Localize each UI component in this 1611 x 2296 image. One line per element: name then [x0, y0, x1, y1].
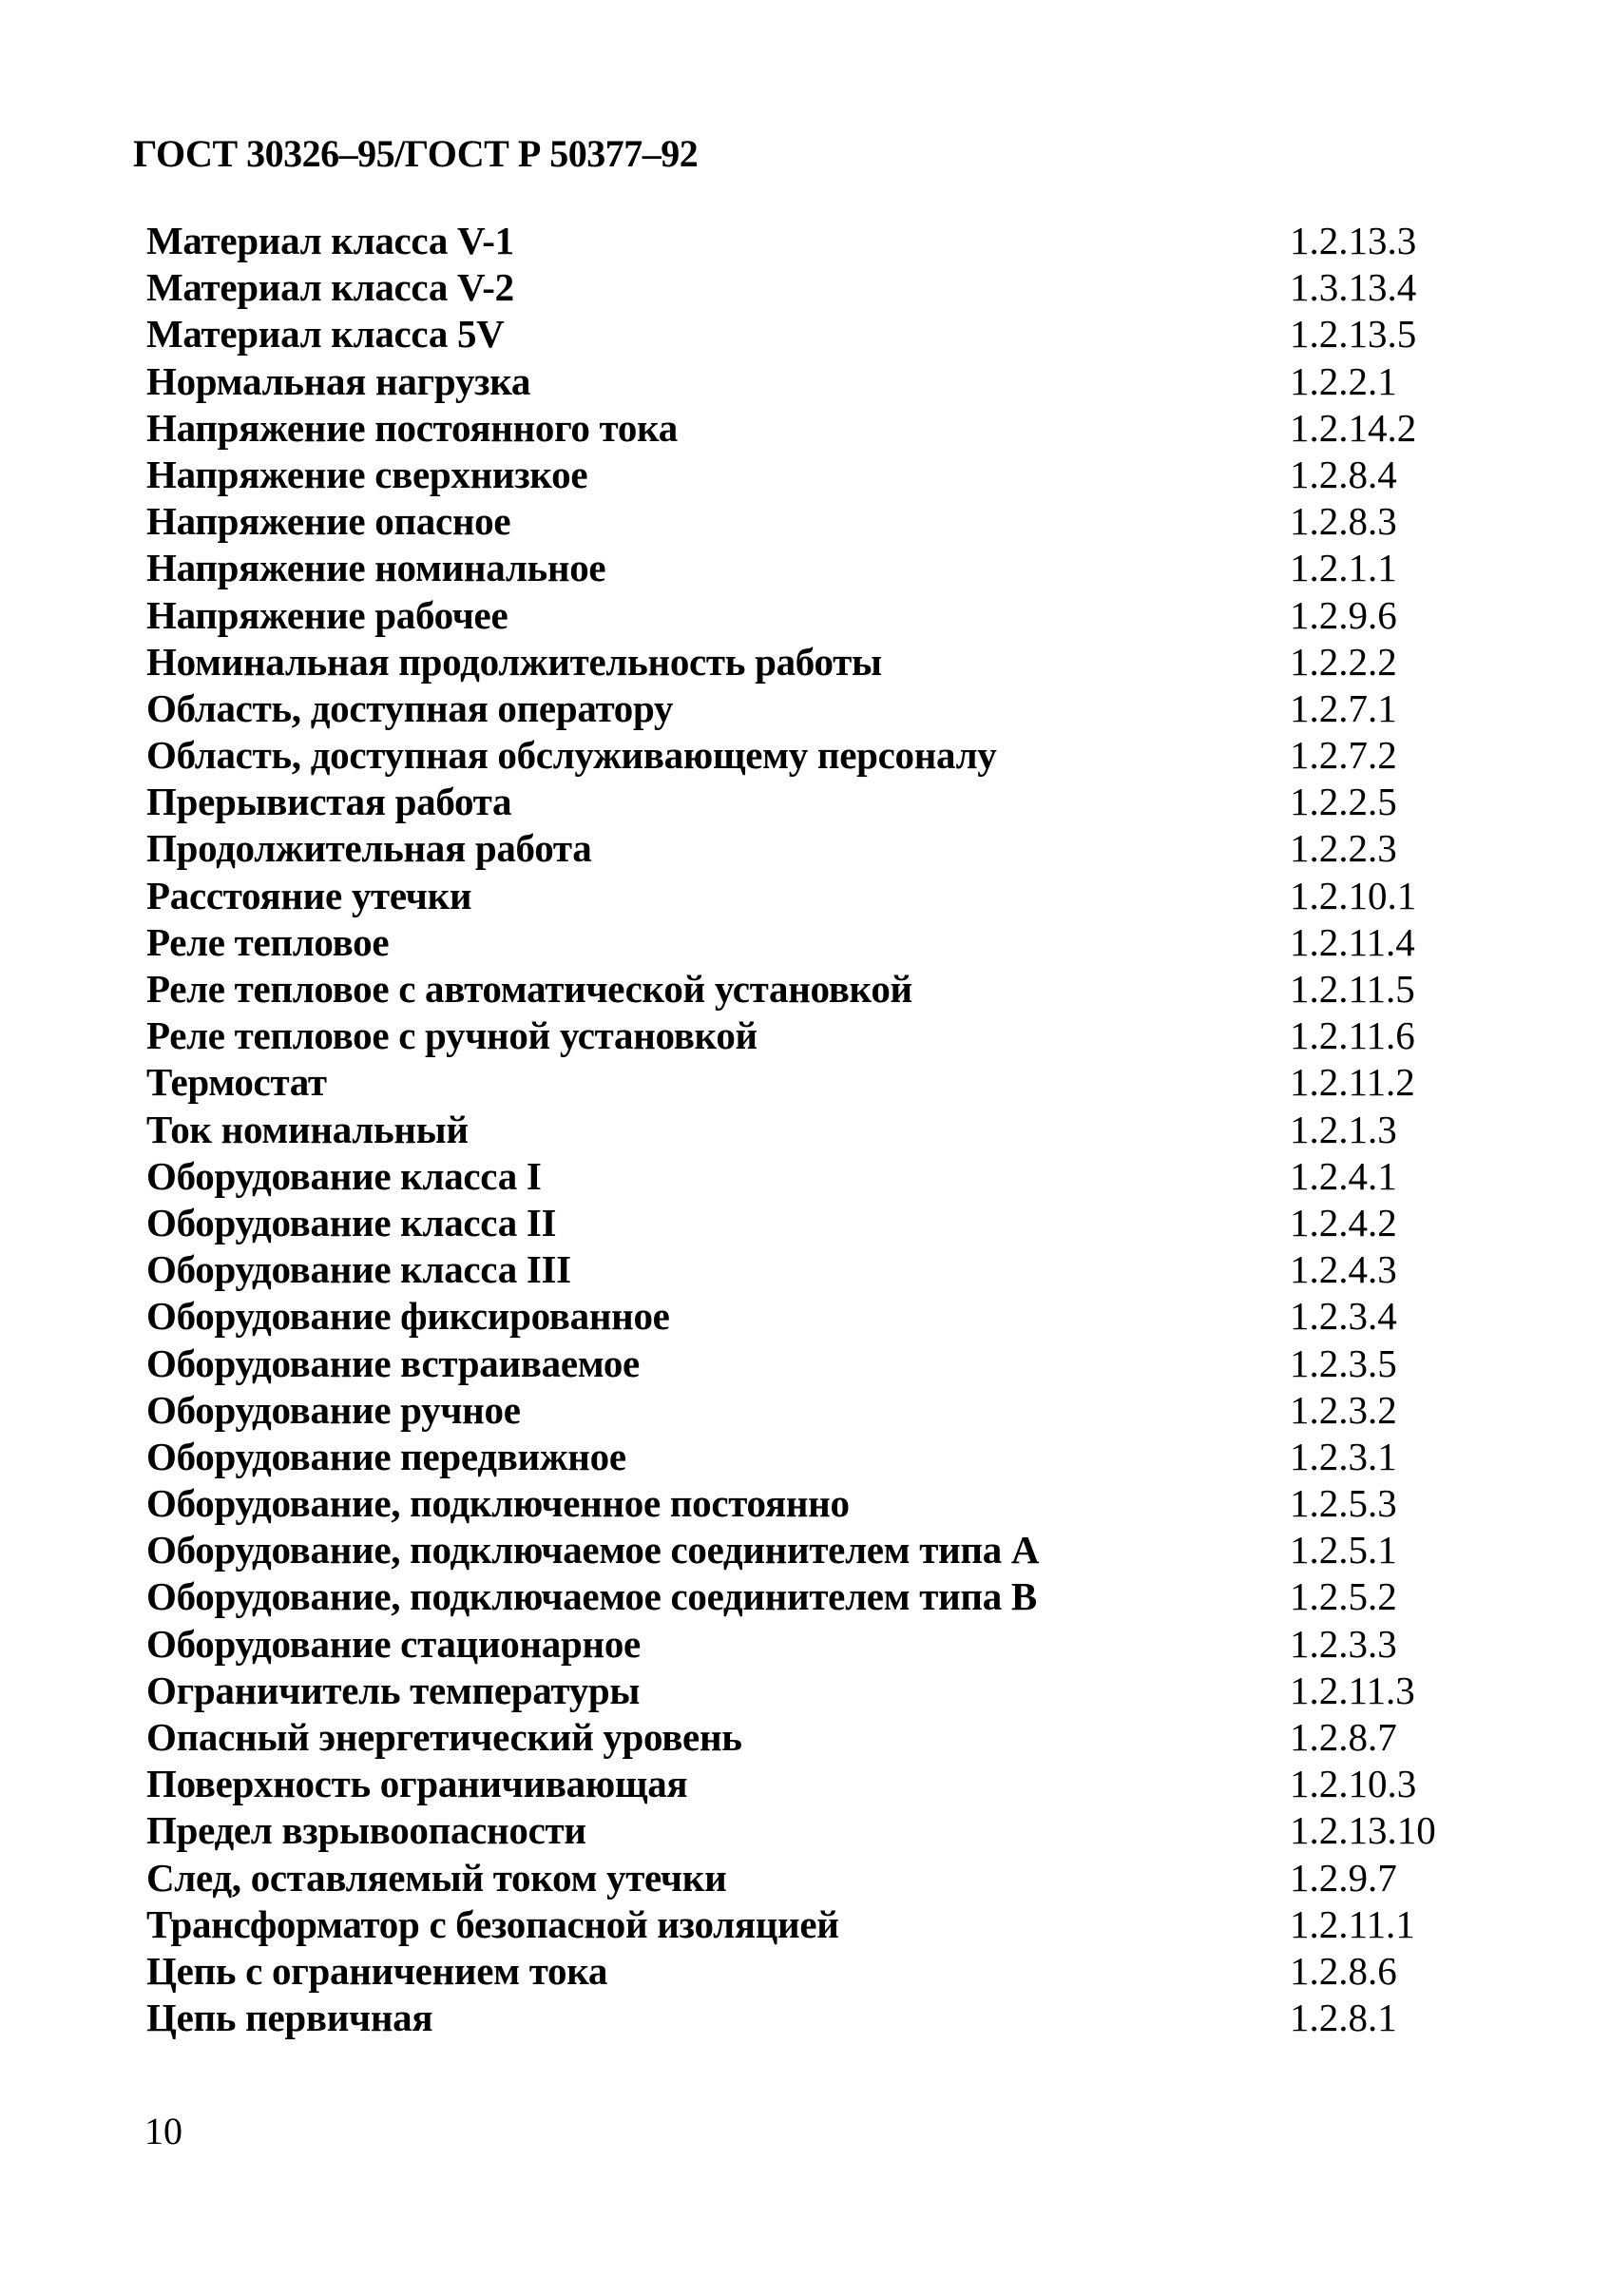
entry-section-ref: 1.2.9.7: [1290, 1855, 1397, 1900]
entry-section-ref: 1.2.10.3: [1290, 1762, 1417, 1806]
index-entry: [146, 1948, 1496, 1995]
entry-section-ref: 1.2.1.3: [1290, 1107, 1397, 1151]
entry-term: Предел взрывоопасности: [146, 1808, 586, 1853]
index-entry: [146, 1107, 1496, 1153]
entry-term: Оборудование, подключаемое соединителем типа В: [146, 1574, 1037, 1619]
entry-section-ref: 1.2.8.7: [1290, 1715, 1397, 1759]
entry-section-ref: 1.2.14.2: [1290, 405, 1417, 450]
entry-section-ref: 1.2.13.10: [1290, 1808, 1436, 1853]
entry-term: Реле тепловое с автоматической установкой: [146, 967, 912, 1011]
index-entry: [146, 1761, 1496, 1807]
entry-term: Опасный энергетический уровень: [146, 1715, 742, 1759]
index-entry: [146, 405, 1496, 452]
entry-term: Трансформатор с безопасной изоляцией: [146, 1901, 839, 1946]
entry-term: Оборудование класса I: [146, 1153, 542, 1198]
index-entry: [146, 1995, 1496, 2041]
entry-section-ref: 1.2.11.3: [1290, 1668, 1415, 1712]
entry-term: Ограничитель температуры: [146, 1668, 641, 1712]
entry-section-ref: 1.2.3.5: [1290, 1341, 1397, 1385]
index-entry: [146, 1387, 1496, 1434]
entry-term: Материал класса 5V: [146, 312, 505, 357]
entry-term: Оборудование ручное: [146, 1387, 521, 1432]
entry-section-ref: 1.2.7.1: [1290, 685, 1397, 730]
index-entry: [146, 732, 1496, 779]
entry-section-ref: 1.2.8.1: [1290, 1996, 1397, 2040]
entry-term: Продолжительная работа: [146, 826, 592, 871]
index-entry: [146, 545, 1496, 591]
entry-section-ref: 1.2.4.2: [1290, 1200, 1397, 1244]
entry-term: Материал класса V-2: [146, 265, 514, 310]
entry-term: Напряжение опасное: [146, 499, 511, 544]
entry-term: Напряжение постоянного тока: [146, 405, 678, 450]
index-entry: [146, 1621, 1496, 1668]
entry-section-ref: 1.2.3.1: [1290, 1434, 1397, 1478]
entry-term: След, оставляемый током утечки: [146, 1855, 727, 1900]
index-entry: [146, 1901, 1496, 1948]
entry-term: Напряжение рабочее: [146, 592, 508, 637]
entry-term: Напряжение сверхнизкое: [146, 452, 588, 496]
index-entry: [146, 779, 1496, 825]
entry-term: Оборудование встраиваемое: [146, 1341, 640, 1385]
entry-section-ref: 1.2.8.3: [1290, 499, 1397, 544]
entry-section-ref: 1.2.1.1: [1290, 546, 1397, 590]
entry-section-ref: 1.2.13.5: [1290, 312, 1417, 357]
entry-section-ref: 1.2.4.1: [1290, 1153, 1397, 1198]
index-entry: [146, 1153, 1496, 1200]
index-entry: [146, 639, 1496, 685]
entry-section-ref: 1.2.11.6: [1290, 1013, 1415, 1058]
index-entry: [146, 1573, 1496, 1620]
index-entry: [146, 311, 1496, 357]
entry-term: Нормальная нагрузка: [146, 358, 531, 403]
entry-term: Материал класса V-1: [146, 219, 514, 262]
entry-section-ref: 1.2.3.4: [1290, 1294, 1397, 1339]
entry-section-ref: 1.2.13.3: [1290, 219, 1417, 262]
entry-term: Оборудование стационарное: [146, 1621, 641, 1666]
entry-term: Цепь с ограничением тока: [146, 1948, 608, 1993]
index-entry: [146, 1013, 1496, 1059]
index-entry: [146, 1246, 1496, 1293]
index-entry: [146, 1059, 1496, 1106]
entry-section-ref: 1.2.8.6: [1290, 1948, 1397, 1993]
entry-section-ref: 1.2.5.2: [1290, 1574, 1397, 1619]
entry-term: Оборудование, подключаемое соединителем типа А: [146, 1528, 1040, 1572]
index-entry: [146, 498, 1496, 545]
entry-section-ref: 1.2.8.4: [1290, 452, 1397, 496]
entry-term: Цепь первичная: [146, 1996, 433, 2040]
entry-term: Оборудование класса II: [146, 1200, 557, 1244]
index-entry: [146, 685, 1496, 732]
entry-term: Термостат: [146, 1060, 327, 1105]
document-header: ГОСТ 30326–95/ГОСТ Р 50377–92: [133, 132, 699, 175]
index-entry: [146, 1341, 1496, 1387]
index-entry: [146, 825, 1496, 872]
index-entry: [146, 873, 1496, 919]
entry-section-ref: 1.2.3.2: [1290, 1387, 1397, 1432]
entry-section-ref: 1.2.2.3: [1290, 826, 1397, 871]
entry-term: Реле тепловое: [146, 919, 390, 964]
index-entry: [146, 1200, 1496, 1246]
index-entry: [146, 1480, 1496, 1527]
entry-term: Область, доступная оператору: [146, 685, 674, 730]
entry-section-ref: 1.2.9.6: [1290, 592, 1397, 637]
entry-section-ref: 1.2.11.1: [1290, 1901, 1415, 1946]
index-entry: [146, 358, 1496, 405]
entry-section-ref: 1.2.5.3: [1290, 1481, 1397, 1526]
entry-section-ref: 1.2.2.2: [1290, 639, 1397, 684]
entry-section-ref: 1.2.7.2: [1290, 733, 1397, 778]
index-entry: [146, 1527, 1496, 1573]
index-entry: [146, 966, 1496, 1013]
index-entry: [146, 1714, 1496, 1761]
page-number: 10: [144, 2110, 182, 2152]
index-entry: [146, 264, 1496, 311]
index-entry: [146, 919, 1496, 966]
index-entry: [146, 1855, 1496, 1901]
index-entry: [146, 218, 1496, 264]
index-entry: [146, 1293, 1496, 1340]
index-entry: [146, 1807, 1496, 1854]
entry-term: Оборудование, подключенное постоянно: [146, 1481, 850, 1526]
entry-section-ref: 1.2.3.3: [1290, 1621, 1397, 1666]
entry-term: Поверхность ограничивающая: [146, 1762, 688, 1806]
entry-section-ref: 1.2.4.3: [1290, 1247, 1397, 1292]
entry-term: Оборудование фиксированное: [146, 1294, 670, 1339]
entry-term: Оборудование класса III: [146, 1247, 571, 1292]
entry-section-ref: 1.2.2.1: [1290, 358, 1397, 403]
entry-term: Прерывистая работа: [146, 780, 512, 824]
index-entry: [146, 452, 1496, 498]
entry-term: Реле тепловое с ручной установкой: [146, 1013, 758, 1058]
entry-section-ref: 1.2.5.1: [1290, 1528, 1397, 1572]
entry-term: Напряжение номинальное: [146, 546, 606, 590]
entry-section-ref: 1.2.10.1: [1290, 873, 1417, 917]
index-entry: [146, 1668, 1496, 1714]
entry-section-ref: 1.3.13.4: [1290, 265, 1417, 310]
entry-term: Область, доступная обслуживающему персоналу: [146, 733, 997, 778]
entry-term: Расстояние утечки: [146, 873, 472, 917]
entry-section-ref: 1.2.2.5: [1290, 780, 1397, 824]
entry-term: Оборудование передвижное: [146, 1434, 626, 1478]
entry-section-ref: 1.2.11.4: [1290, 919, 1415, 964]
entry-section-ref: 1.2.11.2: [1290, 1060, 1415, 1105]
index-list: [146, 218, 1496, 2041]
entry-term: Номинальная продолжительность работы: [146, 639, 882, 684]
entry-section-ref: 1.2.11.5: [1290, 967, 1415, 1011]
index-entry: [146, 1434, 1496, 1480]
index-entry: [146, 592, 1496, 639]
entry-term: Ток номинальный: [146, 1107, 469, 1151]
